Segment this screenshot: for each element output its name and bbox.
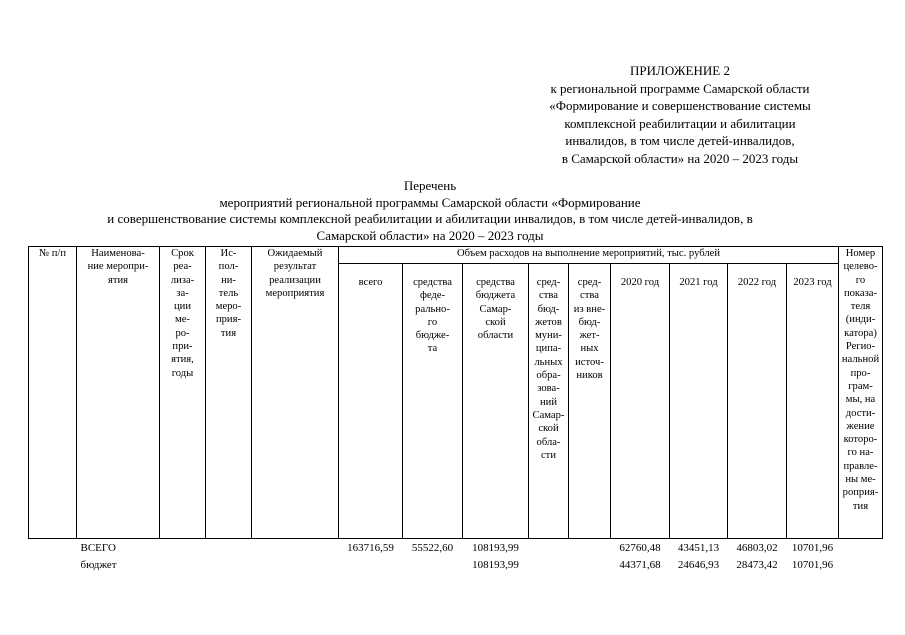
appendix-line: инвалидов, в том числе детей-инвалидов, xyxy=(565,133,795,148)
cell-2021: 43451,13 xyxy=(677,542,720,554)
cell-total xyxy=(339,556,403,573)
header-name: Наименова- ние меропри- ятия xyxy=(77,247,160,539)
heading-title: Перечень xyxy=(403,178,457,193)
table-row xyxy=(29,539,883,557)
subheader-total: всего xyxy=(339,264,403,539)
cell-federal: 55522,60 xyxy=(411,542,454,554)
row-name: ВСЕГО xyxy=(80,542,116,554)
subheader-regional: средства бюджета Самар- ской области xyxy=(463,264,529,539)
heading-line: и совершенствование системы комплексной реабилитации и абилитации инвалидов, в том числе детей-инвалидов, в xyxy=(107,211,753,226)
cell-2023: 10701,96 xyxy=(791,559,834,571)
measures-table xyxy=(28,246,883,573)
row-name: бюджет xyxy=(80,559,117,571)
cell-offbudget xyxy=(569,556,611,573)
cell-2020: 62760,48 xyxy=(619,542,661,554)
cell-2022: 28473,42 xyxy=(736,559,778,571)
appendix-title: ПРИЛОЖЕНИЕ 2 xyxy=(630,63,730,78)
appendix-line: в Самарской области» на 2020 – 2023 годы xyxy=(561,150,799,166)
cell-regional: 108193,99 xyxy=(472,559,519,571)
header-executor: Ис- пол- ни- тель меро- прия- тия xyxy=(206,247,252,539)
appendix-line: к региональной программе Самарской области xyxy=(550,80,810,96)
header-term: Срок реа- лиза- за- ции ме- ро- при- ятия, годы xyxy=(160,247,206,539)
heading-line: Самарской области» на 2020 – 2023 годы xyxy=(316,227,544,243)
cell-2021: 24646,93 xyxy=(677,559,720,571)
subheader-2020: 2020 год xyxy=(611,264,670,539)
appendix-line: комплексной реабилитации и абилитации xyxy=(564,115,796,131)
appendix-line: «Формирование и совершенствование системы xyxy=(549,98,811,113)
cell-2020: 44371,68 xyxy=(619,559,661,571)
heading-line: мероприятий региональной программы Самарской области «Формирование xyxy=(219,194,641,210)
cell-2022: 46803,02 xyxy=(736,542,778,554)
header-result: Ожидаемый результат реализации мероприятия xyxy=(252,247,339,539)
subheader-municipal: сред- ства бюд- жетов муни- ципа- льных обра- зова- ний Самар- ской обла- сти xyxy=(529,264,569,539)
cell-regional: 108193,99 xyxy=(472,542,519,554)
appendix-block xyxy=(500,62,860,167)
document-heading xyxy=(30,178,830,244)
cell-federal xyxy=(403,556,463,573)
subheader-offbudget: сред- ства из вне- бюд- жет- ных источ- ников xyxy=(569,264,611,539)
table-row xyxy=(29,556,883,573)
cell-offbudget xyxy=(569,539,611,557)
subheader-2021: 2021 год xyxy=(670,264,728,539)
header-indicator: Номер целево- го показа- теля (инди- катора) Регио- нальной про- грам- мы, на дости- жение которо- го на- правле- ны ме- роприя- тия xyxy=(839,247,883,539)
subheader-2023: 2023 год xyxy=(787,264,839,539)
header-num: № п/п xyxy=(29,247,77,539)
cell-total: 163716,59 xyxy=(347,542,394,554)
cell-2023: 10701,96 xyxy=(791,542,834,554)
subheader-federal: средства феде- рально- го бюдже- та xyxy=(403,264,463,539)
cell-municipal xyxy=(529,556,569,573)
cell-municipal xyxy=(529,539,569,557)
subheader-2022: 2022 год xyxy=(728,264,787,539)
header-expenses: Объем расходов на выполнение мероприятий, тыс. рублей xyxy=(339,247,839,264)
